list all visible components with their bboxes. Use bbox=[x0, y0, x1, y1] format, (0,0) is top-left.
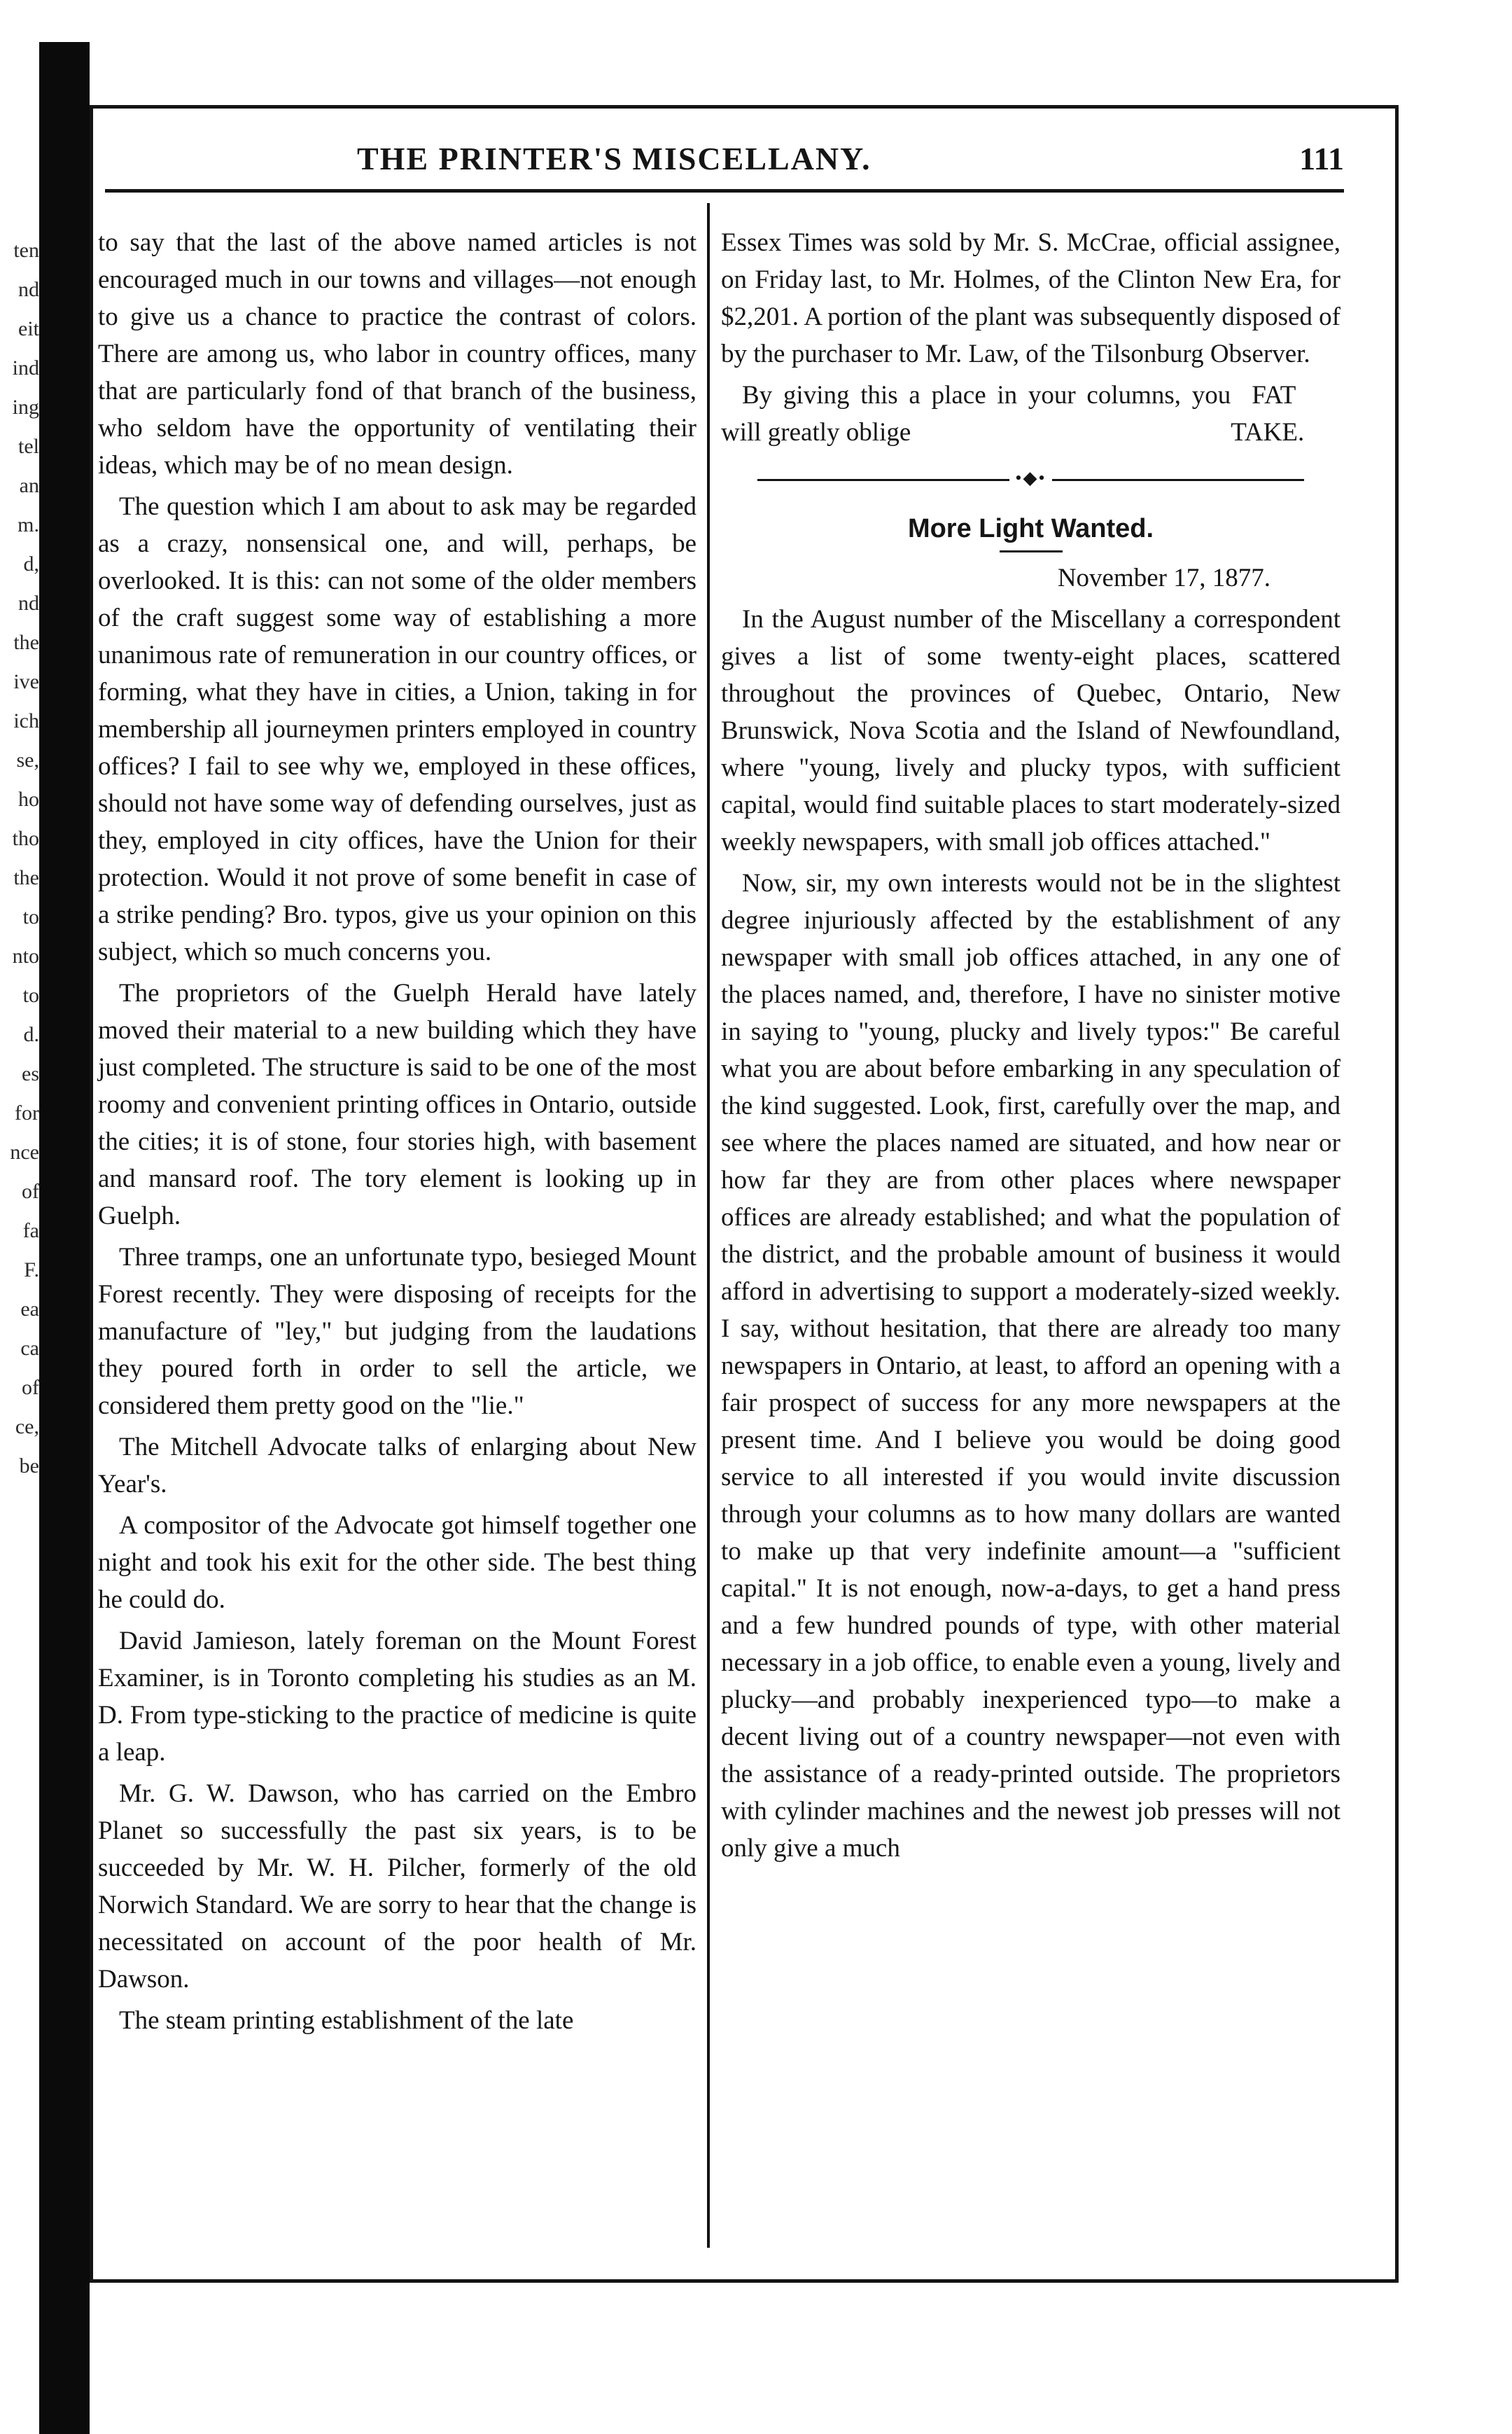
dateline: November 17, 1877. bbox=[1057, 564, 1270, 592]
edge-fragment: ive bbox=[13, 670, 39, 693]
edge-fragment: the bbox=[13, 866, 39, 889]
edge-fragment: ind bbox=[12, 356, 39, 380]
paragraph: The proprietors of the Guelph Herald have lately moved their material to a new building which they have just completed. The structure is said to be one of the most roomy and convenient printing offices in Ontario, outside the cities; it is of stone, four stories high, with basement and mansard roof. The tory element is looking up in Guelph. bbox=[98, 979, 696, 1230]
edge-fragment: fa bbox=[22, 1219, 39, 1242]
edge-fragment: ca bbox=[20, 1337, 39, 1360]
edge-fragment: nce bbox=[10, 1141, 39, 1164]
edge-fragment: be bbox=[19, 1454, 39, 1477]
edge-fragment: ten bbox=[13, 239, 39, 262]
ornament-rule bbox=[757, 479, 1009, 481]
column-divider bbox=[707, 203, 710, 2248]
edge-fragment: d, bbox=[23, 552, 39, 576]
paragraph: to say that the last of the above named articles is not encouraged much in our towns and villages—not enough to give us a chance to practice the contrast of colors. There are among us, who labor in country offices, many that are particularly fond of that branch of the business, who seldom have the opportunity of ventilating their ideas, which may be of no mean design. bbox=[98, 228, 696, 480]
page-number: 111 bbox=[1299, 141, 1344, 176]
paragraph: In the August number of the Miscellany a correspondent gives a list of some twenty-eight places, scattered throughout the provinces of Quebec, Ontario, New Brunswick, Nova Scotia and the Island of Newfoundland, where "young, lively and plucky typos, with sufficient capital, would find suitable places to start moderately-sized weekly newspapers, with small job offices attached." bbox=[721, 605, 1340, 856]
heading-rule bbox=[1000, 550, 1063, 552]
binding-shadow bbox=[39, 42, 90, 2434]
header-rule bbox=[105, 189, 1344, 193]
edge-fragment: nd bbox=[18, 592, 39, 615]
paragraph: David Jamieson, lately foreman on the Mount Forest Examiner, is in Toronto completing his studies as an M. D. From type-sticking to the practice of medicine is quite a leap. bbox=[98, 1627, 696, 1767]
signature: FAT TAKE. bbox=[1231, 381, 1305, 447]
edge-fragment: F. bbox=[24, 1258, 39, 1281]
edge-fragment: ho bbox=[18, 788, 39, 811]
right-column bbox=[721, 224, 1340, 1871]
edge-fragment: se, bbox=[16, 749, 39, 772]
edge-fragment: nto bbox=[12, 945, 39, 968]
edge-fragment: ce, bbox=[15, 1415, 39, 1438]
edge-fragment: nd bbox=[18, 278, 39, 301]
edge-fragment: tel bbox=[18, 435, 39, 458]
edge-fragment: an bbox=[19, 474, 39, 497]
edge-fragment: for bbox=[15, 1101, 39, 1125]
closing-line bbox=[721, 377, 1340, 451]
edge-fragment: eit bbox=[18, 317, 39, 340]
paragraph: The Mitchell Advocate talks of enlarging about New Year's. bbox=[98, 1433, 696, 1498]
edge-fragment: tho bbox=[12, 827, 39, 850]
paragraph: A compositor of the Advocate got himself together one night and took his exit for the other side. The best thing he could do. bbox=[98, 1511, 696, 1614]
paragraph: The steam printing establishment of the late bbox=[119, 2006, 574, 2035]
edge-fragment: to bbox=[22, 984, 39, 1007]
paragraph: Mr. G. W. Dawson, who has carried on the Embro Planet so successfully the past six years, is to be succeeded by Mr. W. H. Pilcher, formerly of the old Norwich Standard. We are sorry to hear that the change is necessitated on account of the poor health of Mr. Dawson. bbox=[98, 1779, 696, 1994]
closing-text: By giving this a place in your columns, you will greatly oblige bbox=[721, 381, 1231, 447]
paragraph: Three tramps, one an unfortunate typo, besieged Mount Forest recently. They were disposing of receipts for the manufacture of "ley," but judging from the laudations they poured forth in order to sell the article, we considered them pretty good on the "lie." bbox=[98, 1243, 696, 1420]
edge-fragment: d. bbox=[23, 1023, 39, 1046]
paragraph: Now, sir, my own interests would not be in the slightest degree injuriously affected by the establishment of any newspaper with small job offices attached, in any one of the places named, and, therefore, I have no sinister motive in saying to "young, plucky and lively typos:" Be careful what you are about before embarking in any speculation of the kind suggested. Look, first, carefully over the map, and see where the places named are situated, and how near or how far they are from other places where newspaper offices are already established; and what the population of the district, and the probable amount of business it would afford in advertising to support a moderately-sized weekly. I say, without hesitation, that there are already too many newspapers in Ontario, at least, to afford an opening with a fair prospect of success for any more newspapers at the present time. And I believe you would be doing good service to all interested if you would invite discussion through your columns as to how many dollars are wanted to make up that very indefinite amount—a "sufficient capital." It is not enough, now-a-days, to get a hand press and a few hundred pounds of type, with other material necessary in a job office, to enable even a young, lively and plucky—and probably inexperienced typo—to make a decent living out of a country newspaper—not even with the assistance of a ready-printed outside. The proprietors with cylinder machines and the newest job presses will not only give a much bbox=[721, 869, 1340, 1863]
section-heading: More Light Wanted. bbox=[907, 514, 1154, 543]
edge-fragment: ing bbox=[12, 396, 39, 419]
running-title: THE PRINTER'S MISCELLANY. bbox=[357, 141, 872, 176]
edge-fragment: es bbox=[22, 1062, 39, 1085]
edge-fragment: the bbox=[13, 631, 39, 654]
edge-fragment: of bbox=[22, 1376, 39, 1399]
edge-fragment: m. bbox=[18, 513, 39, 536]
edge-fragment: ea bbox=[20, 1298, 39, 1321]
ornament-glyph: •◆• bbox=[1015, 468, 1046, 488]
left-column bbox=[98, 224, 696, 2043]
running-header bbox=[105, 140, 1344, 182]
edge-fragment: to bbox=[22, 905, 39, 929]
paragraph: The question which I am about to ask may be regarded as a crazy, nonsensical one, and will, perhaps, be overlooked. It is this: can not some of the older members of the craft suggest some way of establishing a more unanimous rate of remuneration in our country offices, or forming, what they have in cities, a Union, taking in for membership all journeymen printers employed in country offices? I fail to see why we, employed in these offices, should not have some way of defending ourselves, just as they, employed in city offices, have the Union for their protection. Would it not prove of some benefit in case of a strike pending? Bro. typos, give us your opinion on this subject, which so much concerns you. bbox=[98, 492, 696, 966]
section-ornament bbox=[721, 459, 1340, 496]
ornament-rule bbox=[1052, 479, 1304, 481]
continuation-paragraph: Essex Times was sold by Mr. S. McCrae, official assignee, on Friday last, to Mr. Holmes, of the Clinton New Era, for $2,201. A portion of the plant was subsequently disposed of by the purchaser to Mr. Law, of the Tilsonburg Observer. bbox=[721, 228, 1340, 368]
edge-fragment: ich bbox=[13, 709, 39, 732]
edge-fragment: of bbox=[22, 1180, 39, 1203]
adjacent-page-edge bbox=[0, 231, 39, 2052]
